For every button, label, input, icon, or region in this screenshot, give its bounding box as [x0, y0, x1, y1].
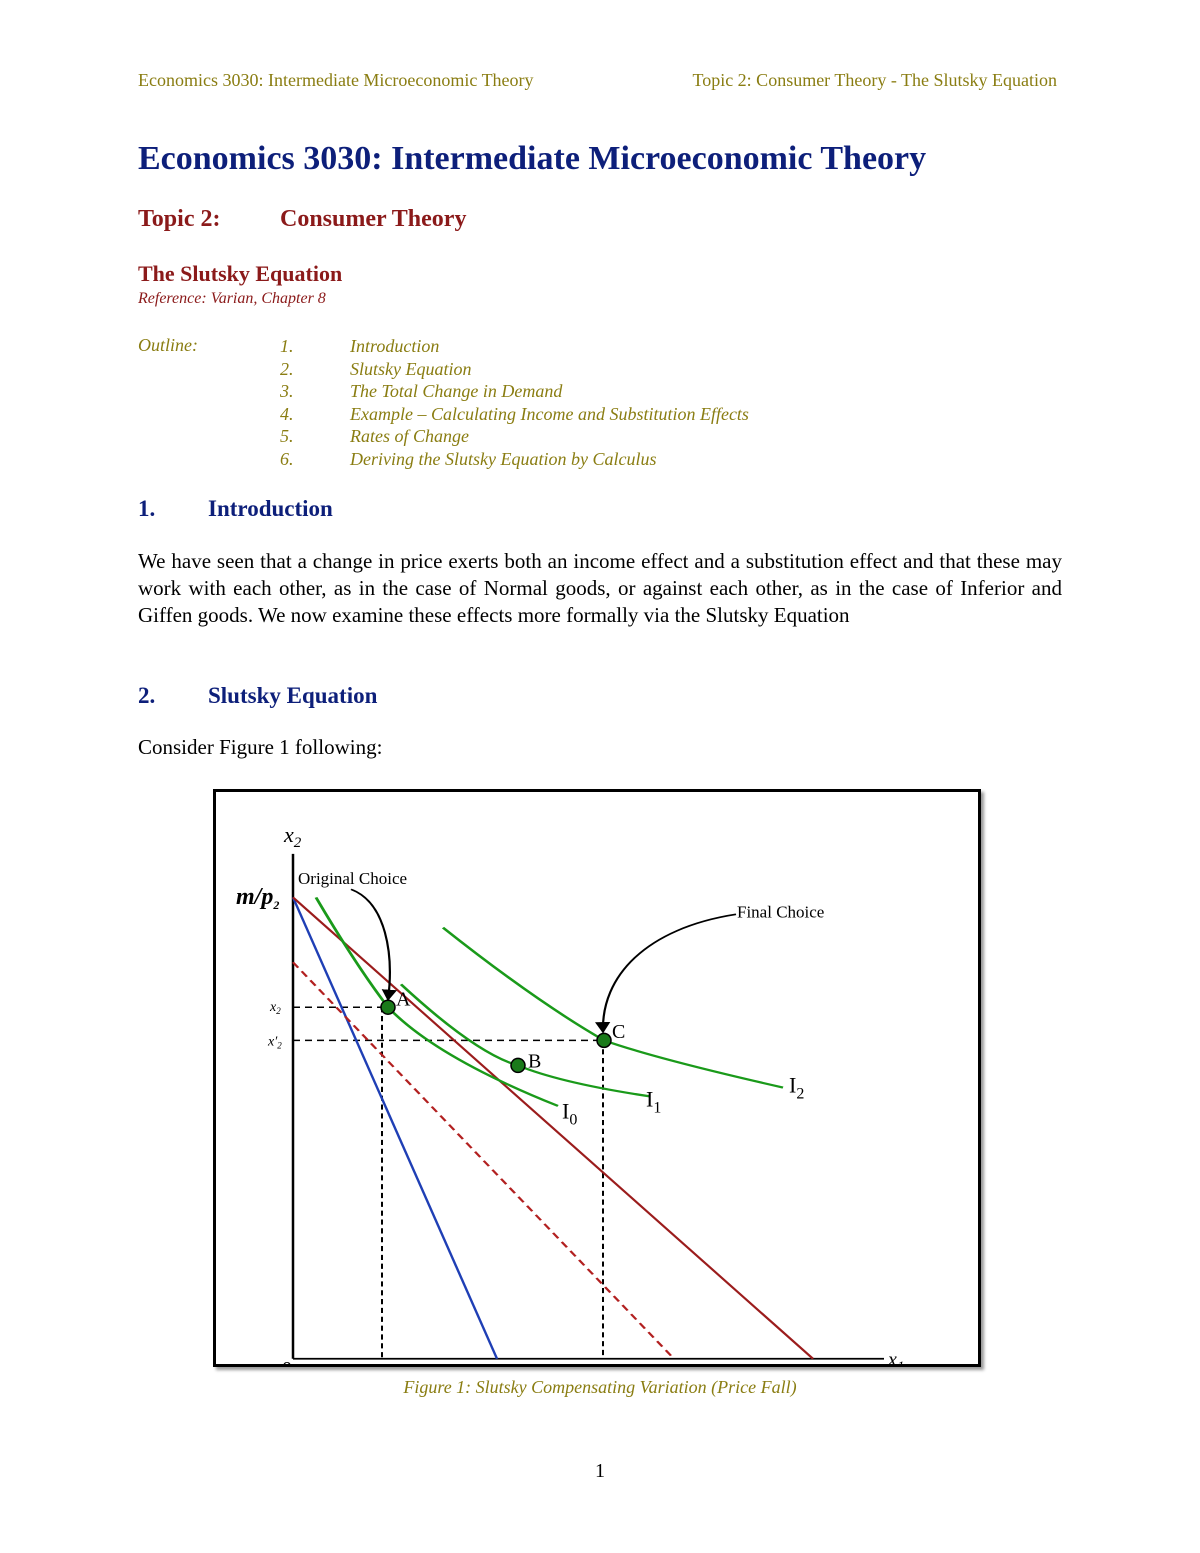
- outline-item: [280, 403, 749, 426]
- point-a: [381, 1000, 395, 1014]
- final-budget-line: [293, 897, 813, 1358]
- point-b-label: B: [528, 1050, 542, 1073]
- section-title: Introduction: [208, 496, 333, 521]
- outline-item-number: 1.: [280, 336, 294, 356]
- outline-item-text: Example – Calculating Income and Substitution Effects: [350, 403, 749, 424]
- indifference-curve-i2: [443, 928, 783, 1088]
- slutsky-diagram: [216, 792, 978, 1364]
- original-budget-line: [293, 897, 497, 1358]
- x-intercept-final-label: [790, 1361, 841, 1364]
- outline-item-number: 4.: [280, 403, 294, 424]
- x-intercept-original-label: [466, 1361, 510, 1364]
- document-title: Economics 3030: Intermediate Microeconomic Theory: [138, 140, 927, 177]
- curve-i1-label: $I_1$: [646, 1086, 662, 1117]
- point-b: [511, 1058, 525, 1072]
- final-choice-arrow: [603, 914, 736, 1032]
- original-choice-label: Original Choice: [298, 869, 408, 889]
- figure-1-frame: [213, 789, 981, 1367]
- x-axis-label: x: [888, 1349, 897, 1364]
- figure-caption: Figure 1: Slutsky Compensating Variation (Price Fall): [403, 1377, 797, 1397]
- topic-label: Topic 2:: [138, 206, 221, 232]
- figure-intro-text: Consider Figure 1 following:: [138, 735, 383, 759]
- outline-item: [280, 380, 749, 403]
- outline-item-text: Deriving the Slutsky Equation by Calculus: [350, 448, 657, 469]
- curve-i2-label: $I_2$: [789, 1072, 805, 1103]
- outline-item: [280, 425, 749, 448]
- section-number: 1.: [138, 496, 156, 521]
- y-tick-x2: $x_2$: [270, 999, 281, 1016]
- y-intercept-label: $m/p_2$: [236, 884, 280, 913]
- section-title: Slutsky Equation: [208, 683, 378, 708]
- y-tick-x2-prime: $x'_2$: [268, 1034, 282, 1051]
- curve-i0-label: $I_0$: [562, 1098, 578, 1129]
- outline-item-number: 2.: [280, 358, 294, 379]
- y-axis-label: $x_2$: [284, 822, 302, 852]
- introduction-paragraph: We have seen that a change in price exerts both an income effect and a substitution effect and that these may work with each other, as in the case of Normal goods, or against each other, as in the case of Inferior and Giffen goods. We now examine these effects more formally via the Slutsky Equation: [138, 549, 1062, 627]
- x-intercept-compensated-label: [661, 1361, 719, 1364]
- outline-item-text: Introduction: [350, 336, 440, 356]
- running-header-right: Topic 2: Consumer Theory - The Slutsky Equation: [692, 70, 1057, 90]
- outline-item-number: 6.: [280, 448, 294, 469]
- outline-item: [280, 335, 749, 358]
- outline-list: [280, 335, 749, 471]
- section-heading-introduction: [138, 496, 333, 522]
- reference: Reference: Varian, Chapter 8: [138, 290, 326, 307]
- outline-item: [280, 358, 749, 381]
- section-heading-slutsky-equation: [138, 683, 377, 709]
- outline-item-text: Slutsky Equation: [350, 358, 472, 379]
- outline-item-number: 5.: [280, 426, 294, 447]
- outline-item-text: The Total Change in Demand: [350, 381, 563, 402]
- page-number: 1: [595, 1460, 605, 1482]
- subtitle: The Slutsky Equation: [138, 261, 343, 286]
- point-c: [597, 1033, 611, 1047]
- indifference-curve-i0: [316, 897, 558, 1106]
- topic-name: Consumer Theory: [280, 206, 467, 232]
- section-number: 2.: [138, 683, 156, 708]
- outline-item-number: 3.: [280, 381, 294, 402]
- final-choice-label: Final Choice: [737, 902, 825, 922]
- origin-label: [282, 1358, 292, 1364]
- point-c-label: C: [612, 1021, 626, 1044]
- point-a-label: A: [396, 988, 411, 1011]
- outline-item-text: Rates of Change: [350, 426, 469, 447]
- outline-item: [280, 448, 749, 471]
- running-header-left: Economics 3030: Intermediate Microeconomic Theory: [138, 70, 534, 90]
- outline-label: Outline:: [138, 335, 198, 355]
